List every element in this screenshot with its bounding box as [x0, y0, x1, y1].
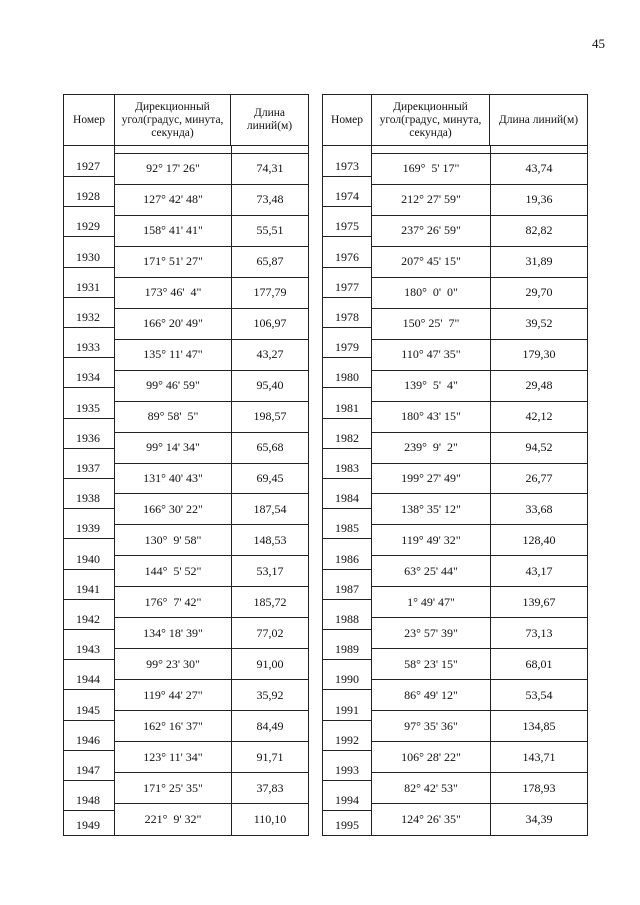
length-cell: 178,93	[491, 773, 587, 804]
length-cell: 43,17	[491, 556, 587, 587]
number-cell: 1948	[64, 781, 114, 811]
angle-cell: 99° 14' 34"	[115, 433, 231, 464]
number-header: Номер	[73, 113, 105, 126]
angle-cell: 124° 26' 35"	[401, 812, 461, 826]
length-cell: 110,10	[253, 812, 287, 826]
empty-cell	[232, 146, 308, 154]
number-cell: 1973	[323, 146, 371, 177]
angle-cell: 134° 18' 39"	[115, 618, 231, 649]
angle-cell: 207° 45' 15"	[372, 247, 490, 278]
length-column	[491, 146, 587, 835]
number-column	[323, 146, 371, 835]
number-cell: 1981	[323, 388, 371, 418]
number-cell: 1977	[323, 268, 371, 298]
length-cell: 148,53	[232, 525, 308, 556]
left-table-body	[64, 146, 308, 835]
length-cell: 65,87	[232, 247, 308, 278]
angle-cell: 130° 9' 58"	[115, 525, 231, 556]
angle-cell: 237° 26' 59"	[372, 216, 490, 247]
angle-cell: 139° 5' 4"	[372, 371, 490, 402]
angle-cell: 131° 40' 43"	[115, 464, 231, 495]
number-cell: 1949	[76, 817, 100, 832]
angle-cell: 166° 20' 49"	[115, 309, 231, 340]
length-cell: 77,02	[232, 618, 308, 649]
number-cell: 1991	[323, 690, 371, 720]
angle-cell: 138° 35' 12"	[372, 495, 490, 526]
angle-column	[372, 146, 490, 835]
length-cell: 94,52	[491, 433, 587, 464]
length-cell: 69,45	[232, 464, 308, 495]
angle-cell: 169° 5' 17"	[372, 154, 490, 185]
angle-cell: 86° 49' 12"	[372, 680, 490, 711]
length-cell: 143,71	[491, 742, 587, 773]
length-cell: 19,36	[491, 185, 587, 216]
angle-cell: 58° 23' 15"	[372, 649, 490, 680]
length-cell: 73,13	[491, 618, 587, 649]
right-table-body	[323, 146, 587, 835]
angle-cell: 158° 41' 41"	[115, 216, 231, 247]
number-cell: 1976	[323, 237, 371, 267]
angle-cell: 162° 16' 37"	[115, 711, 231, 742]
number-cell: 1944	[64, 660, 114, 690]
number-cell: 1934	[64, 358, 114, 388]
length-cell: 74,31	[232, 154, 308, 185]
number-cell: 1937	[64, 449, 114, 479]
number-cell: 1993	[323, 751, 371, 781]
angle-cell: 171° 51' 27"	[115, 247, 231, 278]
angle-header: Дирекционный угол(градус, минута, секунда)	[371, 95, 489, 145]
length-cell: 53,17	[232, 556, 308, 587]
length-cell: 43,74	[491, 154, 587, 185]
number-cell: 1942	[64, 600, 114, 630]
number-cell: 1933	[64, 328, 114, 358]
number-cell: 1929	[64, 207, 114, 237]
number-cell: 1946	[64, 721, 114, 751]
angle-cell: 1° 49' 47"	[372, 587, 490, 618]
angle-cell: 99° 23' 30"	[115, 649, 231, 680]
angle-cell: 106° 28' 22"	[372, 742, 490, 773]
length-column	[232, 146, 308, 835]
empty-cell	[115, 146, 231, 154]
number-cell: 1974	[323, 177, 371, 207]
length-cell: 95,40	[232, 371, 308, 402]
length-cell: 134,85	[491, 711, 587, 742]
left-table-header	[64, 95, 308, 146]
number-cell: 1986	[323, 539, 371, 569]
empty-cell	[491, 146, 587, 154]
number-cell: 1930	[64, 237, 114, 267]
number-cell: 1939	[64, 509, 114, 539]
number-cell: 1927	[64, 146, 114, 177]
length-cell: 91,71	[232, 742, 308, 773]
length-cell: 82,82	[491, 216, 587, 247]
angle-cell: 173° 46' 4"	[115, 278, 231, 309]
number-cell: 1987	[323, 570, 371, 600]
number-cell: 1936	[64, 419, 114, 449]
length-header: Длина линий(м)	[230, 95, 308, 145]
number-header: Номер	[331, 113, 363, 126]
angle-cell: 89° 58' 5"	[115, 402, 231, 433]
angle-cell: 23° 57' 39"	[372, 618, 490, 649]
length-cell: 39,52	[491, 309, 587, 340]
number-cell: 1945	[64, 690, 114, 720]
number-cell: 1983	[323, 449, 371, 479]
number-cell: 1980	[323, 358, 371, 388]
length-cell: 68,01	[491, 649, 587, 680]
angle-cell: 166° 30' 22"	[115, 495, 231, 526]
number-cell: 1940	[64, 539, 114, 569]
angle-cell: 123° 11' 34"	[115, 742, 231, 773]
number-cell: 1943	[64, 630, 114, 660]
number-cell: 1975	[323, 207, 371, 237]
length-cell: 34,39	[525, 812, 553, 826]
angle-cell: 180° 0' 0"	[372, 278, 490, 309]
length-cell: 33,68	[491, 495, 587, 526]
angle-cell: 119° 49' 32"	[372, 525, 490, 556]
page-number: 45	[592, 36, 605, 51]
length-cell: 53,54	[491, 680, 587, 711]
length-header: Длина линий(м)	[489, 95, 587, 145]
length-cell: 29,70	[491, 278, 587, 309]
number-cell: 1979	[323, 328, 371, 358]
length-cell: 179,30	[491, 340, 587, 371]
angle-cell: 127° 42' 48"	[115, 185, 231, 216]
angle-cell: 119° 44' 27"	[115, 680, 231, 711]
number-cell: 1995	[335, 817, 359, 832]
number-cell: 1947	[64, 751, 114, 781]
angle-cell: 171° 25' 35"	[115, 773, 231, 804]
number-cell: 1932	[64, 298, 114, 328]
number-cell: 1941	[64, 570, 114, 600]
number-cell: 1994	[323, 781, 371, 811]
length-cell: 187,54	[232, 495, 308, 526]
angle-cell: 144° 5' 52"	[115, 556, 231, 587]
number-column	[64, 146, 114, 835]
angle-cell: 199° 27' 49"	[372, 464, 490, 495]
angle-cell: 212° 27' 59"	[372, 185, 490, 216]
length-cell: 91,00	[232, 649, 308, 680]
number-cell: 1928	[64, 177, 114, 207]
angle-cell: 99° 46' 59"	[115, 371, 231, 402]
number-cell: 1992	[323, 721, 371, 751]
length-cell: 31,89	[491, 247, 587, 278]
left-table	[63, 94, 309, 836]
number-cell: 1988	[323, 600, 371, 630]
angle-cell: 92° 17' 26"	[115, 154, 231, 185]
length-cell: 42,12	[491, 402, 587, 433]
angle-cell: 176° 7' 42"	[115, 587, 231, 618]
length-cell: 84,49	[232, 711, 308, 742]
angle-cell: 82° 42' 53"	[372, 773, 490, 804]
length-cell: 65,68	[232, 433, 308, 464]
angle-cell: 150° 25' 7"	[372, 309, 490, 340]
empty-cell	[372, 146, 490, 154]
number-cell: 1935	[64, 388, 114, 418]
length-cell: 185,72	[232, 587, 308, 618]
angle-cell: 63° 25' 44"	[372, 556, 490, 587]
angle-cell: 110° 47' 35"	[372, 340, 490, 371]
number-cell: 1938	[64, 479, 114, 509]
length-cell: 55,51	[232, 216, 308, 247]
angle-cell: 97° 35' 36"	[372, 711, 490, 742]
length-cell: 128,40	[491, 525, 587, 556]
length-cell: 43,27	[232, 340, 308, 371]
length-cell: 37,83	[232, 773, 308, 804]
angle-cell: 221° 9' 32"	[144, 812, 202, 826]
number-cell: 1931	[64, 268, 114, 298]
number-cell: 1990	[323, 660, 371, 690]
length-cell: 26,77	[491, 464, 587, 495]
right-table	[322, 94, 588, 836]
length-cell: 29,48	[491, 371, 587, 402]
length-cell: 73,48	[232, 185, 308, 216]
number-cell: 1984	[323, 479, 371, 509]
length-cell: 35,92	[232, 680, 308, 711]
length-cell: 139,67	[491, 587, 587, 618]
angle-cell: 239° 9' 2"	[372, 433, 490, 464]
number-cell: 1978	[323, 298, 371, 328]
number-cell: 1989	[323, 630, 371, 660]
angle-column	[115, 146, 231, 835]
angle-cell: 135° 11' 47"	[115, 340, 231, 371]
number-cell: 1982	[323, 419, 371, 449]
length-cell: 198,57	[232, 402, 308, 433]
angle-cell: 180° 43' 15"	[372, 402, 490, 433]
right-table-header	[323, 95, 587, 146]
length-cell: 106,97	[232, 309, 308, 340]
length-cell: 177,79	[232, 278, 308, 309]
number-cell: 1985	[323, 509, 371, 539]
angle-header: Дирекционный угол(градус, минута, секунда)	[114, 95, 230, 145]
